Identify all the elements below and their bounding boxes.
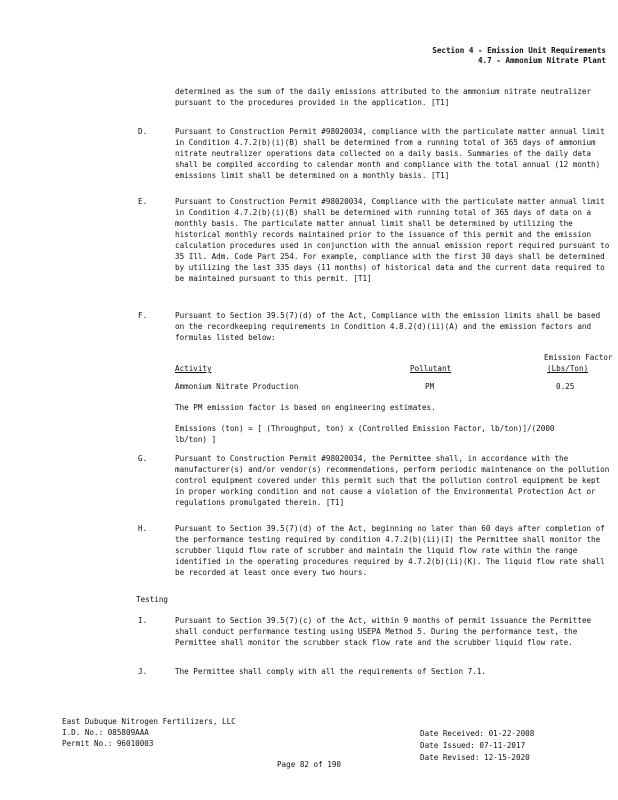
page-number: Page 82 of 190 — [276, 760, 341, 769]
section-header — [432, 46, 606, 66]
table-cell-factor: 0.25 — [556, 382, 575, 391]
table-cell-pollutant: PM — [425, 382, 435, 391]
table-header-activity: Activity — [175, 364, 212, 373]
item-d-letter: D. — [138, 127, 148, 136]
table-header-factor-line2: (Lbs/Ton) — [547, 364, 589, 373]
table-header-pollutant: Pollutant — [410, 364, 452, 373]
item-h-text: Pursuant to Section 39.5(7)(d) of the Act, beginning no later than 60 days after completion of the performance testing required by condition 4.7.2(b)(ii)(I) the Permittee shall monitor the scrubber liquid flow rate of scrubber and maintain the liquid flow rate within the range identified in the operating procedures required by 4.7.2(b)(ii)(K). The liquid flow rate shall be recorded at least once every two hours. — [175, 524, 605, 577]
item-d-text: Pursuant to Construction Permit #98020034, compliance with the particulate matter annual limit in Condition 4.7.2(b)(i)(B) shall be determined from a running total of 365 days of ammonium nitrate neutralizer operations data collected on a daily basis. Summaries of the daily data shall be compiled according to calendar month and compliance with the total annual (12 month) emissions limit shall be determined on a monthly basis. [T1] — [175, 127, 605, 180]
item-h-letter: H. — [138, 524, 148, 533]
item-g-text: Pursuant to Construction Permit #98020034, the Permittee shall, in accordance with the manufacturer(s) and/or vendor(s) recommendations, perform periodic maintenance on the pollution control equipment covered under this permit such that the pollution control equipment be kept in proper working condition and not cause a violation of the Environmental Protection Act or regulations promulgated therein. [T1] — [175, 454, 610, 507]
footer-permit-no: Permit No.: 96010003 — [62, 739, 154, 748]
testing-heading: Testing — [136, 595, 169, 604]
item-i-text: Pursuant to Section 39.5(7)(c) of the Act, within 9 months of permit issuance the Permittee shall conduct performance testing using USEPA Method 5. During the performance test, the Permittee shall monitor the scrubber stack flow rate and the scrubber liquid flow rate. — [175, 616, 592, 647]
item-j-text: The Permittee shall comply with all the requirements of Section 7.1. — [175, 667, 486, 676]
item-j-letter: J. — [138, 667, 148, 676]
pm-note: The PM emission factor is based on engineering estimates. — [175, 403, 436, 412]
header-line-1: Section 4 - Emission Unit Requirements — [432, 46, 606, 55]
intro-continuation: determined as the sum of the daily emissions attributed to the ammonium nitrate neutralizer pursuant to the procedures provided in the application. [T1] — [175, 87, 592, 107]
header-line-2: 4.7 - Ammonium Nitrate Plant — [477, 56, 606, 65]
footer-company: East Dubuque Nitrogen Fertilizers, LLC — [62, 717, 236, 726]
item-e-text: Pursuant to Construction Permit #98020034, Compliance with the particulate matter annual limit in Condition 4.7.2(b)(i)(B) shall be determined with running total of 365 days of data on a monthly basis. The particulate matter annual limit shall be determined by utilizing the historical monthly records maintained prior to the issuance of this permit and the emission calculation procedures used in conjunction with the annual emission report required pursuant to 35 Ill. Adm. Code Part 254. For example, compliance with the first 30 days shall be determined by utilizing the last 335 days (11 months) of historical data and the current data required to be maintained pursuant to this permit. [T1] — [175, 197, 610, 283]
footer-date-received: Date Received: 01-22-2008 — [420, 729, 535, 738]
item-e-letter: E. — [138, 197, 148, 206]
table-header-factor-line1: Emission Factor — [544, 353, 613, 362]
footer-date-revised: Date Revised: 12-15-2020 — [420, 753, 530, 762]
item-g-letter: G. — [138, 454, 148, 463]
emissions-formula: Emissions (ton) = [ (Throughput, ton) x (Controlled Emission Factor, lb/ton)]/(2000 lb/ton) ] — [175, 424, 555, 444]
table-cell-activity: Ammonium Nitrate Production — [175, 382, 299, 391]
item-f-letter: F. — [138, 311, 148, 320]
footer-date-issued: Date Issued: 07-11-2017 — [420, 741, 526, 750]
item-f-text: Pursuant to Section 39.5(7)(d) of the Act, Compliance with the emission limits shall be based on the recordkeeping requirements in Condition 4.8.2(d)(ii)(A) and the emission factors and formulas listed below: — [175, 311, 601, 342]
footer-facility — [62, 716, 236, 749]
footer-id-no: I.D. No.: 085809AAA — [62, 728, 149, 737]
item-i-letter: I. — [138, 616, 148, 625]
